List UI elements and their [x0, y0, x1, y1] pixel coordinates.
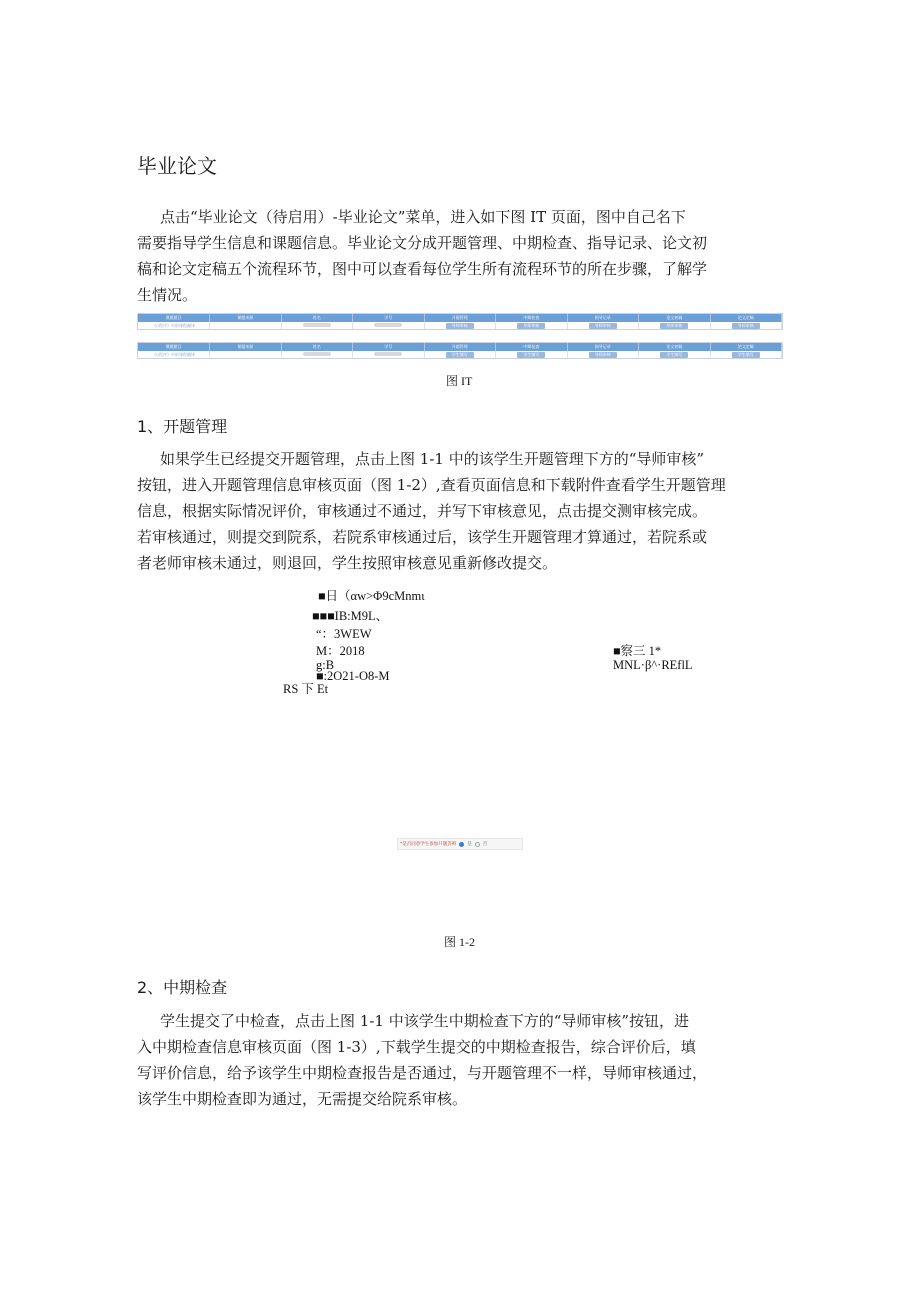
final-status-button[interactable]: 学生填写 [710, 351, 782, 358]
section-1-line-1: 如果学生已经提交开题管理，点击上图 1-1 中的该学生开题管理下方的“导师审核” [160, 450, 705, 468]
draft-status-button[interactable]: 学生填写 [639, 351, 711, 358]
table-row [138, 322, 782, 329]
intro-line-4: 生情况。 [137, 286, 198, 304]
figure-1-caption: 图 IT [446, 374, 473, 388]
form-text-line: ■:2O21-O8-M [316, 669, 390, 683]
intro-line-1: 点击“毕业论文（待启用）-毕业论文”菜单，进入如下图 IT 页面，图中自己名下 [160, 208, 686, 226]
section-1-line-4: 若审核通过，则提交到院系，若院系审核通过后，该学生开题管理才算通过，若院系或 [137, 528, 708, 546]
section-1-heading: 1、开题管理 [137, 417, 228, 436]
col-source: 课题来源 [210, 343, 282, 351]
source-cell [210, 322, 282, 329]
form-text-line-right: ■察三 1* [613, 644, 662, 658]
topic-link[interactable]: 《C程序》中阶课程翻译 [138, 322, 210, 329]
col-draft: 论文初稿 [639, 314, 711, 322]
col-topic: 课题题目 [138, 314, 210, 322]
form-text-line: ■日（αw>Φ9cMnmι [318, 589, 425, 603]
col-midterm: 中期检查 [496, 343, 568, 351]
table-header-row [138, 314, 782, 322]
radio-no-label: 否 [482, 842, 488, 847]
proposal-status-button[interactable]: 学生填写 [424, 351, 496, 358]
topic-link[interactable]: 《C程序》中阶课程翻译 [138, 351, 210, 358]
col-name: 姓名 [281, 314, 353, 322]
approval-radio-group [397, 838, 523, 850]
figure-2-caption: 图 1-2 [444, 935, 475, 949]
section-1-line-5: 者老师审核未通过，则退回，学生按照审核意见重新修改提交。 [137, 554, 558, 572]
section-1-line-2: 按钮，进入开题管理信息审核页面（图 1-2）,查看页面信息和下载附件查看学生开题管理 [137, 476, 726, 494]
guidance-status-button[interactable]: 导师审核 [567, 351, 639, 358]
student-table-screenshot-2 [137, 342, 783, 359]
col-midterm: 中期检查 [496, 314, 568, 322]
section-2-line-3: 写评价信息，给予该学生中期检查报告是否通过，与开题管理不一样，导师审核通过， [137, 1064, 708, 1082]
col-source: 课题来源 [210, 314, 282, 322]
id-cell-redacted [353, 351, 425, 358]
final-status-button[interactable]: 导师审核 [710, 322, 782, 329]
col-name: 姓名 [281, 343, 353, 351]
form-text-line: ■■■IB:M9L、 [312, 609, 389, 623]
col-final: 论文定稿 [710, 343, 782, 351]
col-guidance: 指导记录 [567, 343, 639, 351]
radio-yes-label: 是 [467, 842, 472, 847]
draft-status-button[interactable]: 导师审核 [639, 322, 711, 329]
form-text-line-right: MNL·β^·REflL [613, 658, 693, 672]
proposal-status-button[interactable]: 导师审核 [424, 322, 496, 329]
col-id: 学号 [353, 314, 425, 322]
col-guidance: 指导记录 [567, 314, 639, 322]
source-cell [210, 351, 282, 358]
midterm-status-button[interactable]: 学生填写 [496, 351, 568, 358]
section-1-line-3: 信息，根据实际情况评价，审核通过不通过，并写下审核意见，点击提交测审核完成。 [137, 502, 708, 520]
midterm-status-button[interactable]: 导师审核 [496, 322, 568, 329]
col-proposal: 开题管理 [424, 314, 496, 322]
guidance-status-button[interactable]: 导师审核 [567, 322, 639, 329]
intro-line-3: 稿和论文定稿五个流程环节，图中可以查看每位学生所有流程环节的所在步骤，了解学 [137, 260, 708, 278]
intro-line-2: 需要指导学生信息和课题信息。毕业论文分成开题管理、中期检查、指导记录、论文初 [137, 234, 708, 252]
radio-yes[interactable] [459, 842, 464, 847]
radio-no[interactable] [475, 842, 480, 847]
col-draft: 论文初稿 [639, 343, 711, 351]
form-text-line: g:B [316, 658, 335, 672]
col-id: 学号 [353, 343, 425, 351]
page-title: 毕业论文 [137, 154, 217, 178]
section-2-line-4: 该学生中期检查即为通过，无需提交给院系审核。 [137, 1090, 468, 1108]
col-topic: 课题题目 [138, 343, 210, 351]
form-text-line: RS 下 Et [283, 682, 329, 696]
section-2-line-2: 入中期检查信息审核页面（图 1-3）,下载学生提交的中期检查报告，综合评价后，填 [137, 1038, 696, 1056]
col-proposal: 开题管理 [424, 343, 496, 351]
name-cell-redacted [281, 322, 353, 329]
table-header-row [138, 343, 782, 351]
table-row [138, 351, 782, 358]
id-cell-redacted [353, 322, 425, 329]
name-cell-redacted [281, 351, 353, 358]
form-text-line: “：3WEW [316, 627, 372, 641]
student-table-screenshot-1 [137, 313, 783, 330]
col-final: 论文定稿 [710, 314, 782, 322]
section-2-heading: 2、中期检查 [137, 978, 228, 997]
section-2-line-1: 学生提交了中检查，点击上图 1-1 中该学生中期检查下方的“导师审核”按钮，进 [160, 1012, 690, 1030]
form-text-line: M：2018 [316, 644, 365, 658]
approval-label: *是否同意学生参加开题答辩 [400, 842, 457, 847]
